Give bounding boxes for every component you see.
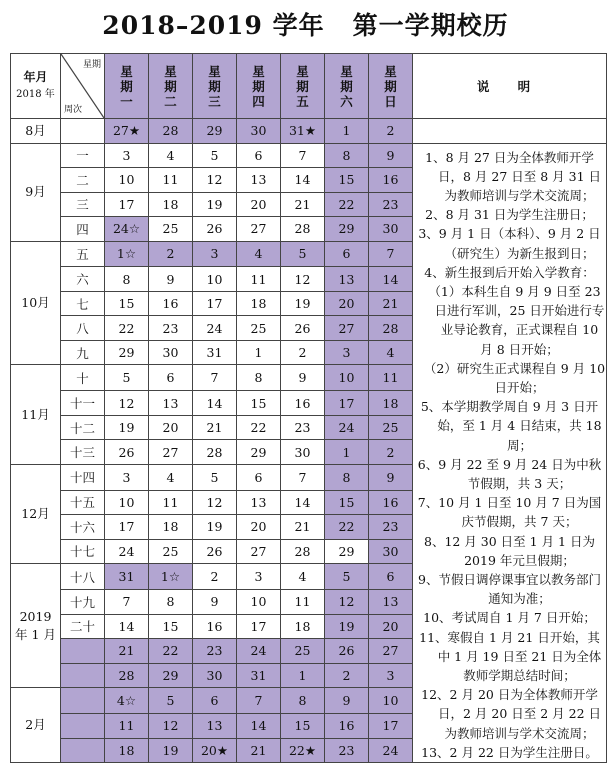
title-year: 2018–2019 学年 [102, 11, 325, 40]
day-cell: 7 [105, 590, 149, 615]
day-header-3: 星 期 三 [193, 54, 237, 119]
note-item: 1、8 月 27 日为全体教师开学日，8 月 27 日至 8 月 31 日为教师培训与学术交流周； [425, 149, 602, 203]
notes-header: 说 明 [413, 54, 607, 119]
day-cell: 18 [149, 515, 193, 540]
day-cell: 3 [193, 241, 237, 267]
week-number: 十五 [61, 490, 105, 515]
day-header-5: 星 期 五 [281, 54, 325, 119]
week-number: 二 [61, 168, 105, 193]
week-corner-label: 周次 [64, 105, 83, 115]
week-number: 十九 [61, 590, 105, 615]
day-cell: 31 [237, 663, 281, 688]
day-cell: 17 [193, 291, 237, 316]
day-cell: 28 [105, 663, 149, 688]
day-cell: 21 [369, 291, 413, 316]
day-cell: 17 [105, 192, 149, 217]
week-number: 十八 [61, 564, 105, 590]
day-cell: 13 [325, 267, 369, 292]
day-cell: 7 [369, 241, 413, 267]
school-calendar-table [10, 53, 607, 763]
day-cell: 10 [325, 365, 369, 391]
week-row [11, 143, 607, 168]
day-cell: 22★ [281, 738, 325, 763]
day-cell: 27 [369, 639, 413, 664]
day-cell: 6 [193, 688, 237, 714]
day-cell: 15 [281, 714, 325, 739]
day-cell: 18 [105, 738, 149, 763]
day-cell: 9 [325, 688, 369, 714]
day-cell: 26 [281, 316, 325, 341]
day-cell: 11 [281, 590, 325, 615]
day-cell: 20★ [193, 738, 237, 763]
week-number: 九 [61, 340, 105, 365]
day-cell: 6 [325, 241, 369, 267]
day-cell: 28 [149, 119, 193, 144]
day-cell: 3 [105, 464, 149, 490]
day-cell: 14 [237, 714, 281, 739]
day-cell: 4☆ [105, 688, 149, 714]
day-cell: 20 [325, 291, 369, 316]
day-cell: 17 [105, 515, 149, 540]
day-cell: 12 [105, 391, 149, 416]
day-cell: 7 [193, 365, 237, 391]
day-cell: 30 [281, 440, 325, 465]
note-subitem: （2）研究生正式课程自 9 月 10 日开始； [423, 360, 606, 395]
day-cell: 16 [325, 714, 369, 739]
day-cell: 21 [281, 515, 325, 540]
week-number: 五 [61, 241, 105, 267]
day-cell: 1 [281, 663, 325, 688]
day-cell: 24 [237, 639, 281, 664]
title-term: 第一学期校历 [352, 11, 509, 40]
day-cell: 11 [149, 168, 193, 193]
day-cell: 5 [149, 688, 193, 714]
day-cell: 25 [281, 639, 325, 664]
day-cell: 8 [281, 688, 325, 714]
day-cell: 15 [149, 614, 193, 639]
day-cell: 2 [193, 564, 237, 590]
day-cell: 9 [281, 365, 325, 391]
note-item: 2、8 月 31 日为学生注册日； [425, 207, 594, 223]
day-cell: 16 [369, 168, 413, 193]
day-cell: 19 [281, 291, 325, 316]
day-cell: 27 [237, 217, 281, 242]
day-cell: 29 [237, 440, 281, 465]
day-cell: 1☆ [149, 564, 193, 590]
day-cell: 5 [325, 564, 369, 590]
weekday-week-corner [61, 54, 105, 119]
week-row [11, 119, 607, 144]
day-cell: 6 [237, 464, 281, 490]
day-cell: 8 [237, 365, 281, 391]
day-cell: 30 [369, 217, 413, 242]
day-cell: 22 [237, 415, 281, 440]
day-cell: 13 [149, 391, 193, 416]
day-cell: 1 [325, 119, 369, 144]
week-number: 十一 [61, 391, 105, 416]
week-number: 八 [61, 316, 105, 341]
day-cell: 10 [105, 490, 149, 515]
day-cell: 4 [237, 241, 281, 267]
month-cell [11, 564, 61, 688]
day-cell: 20 [237, 515, 281, 540]
day-cell: 8 [325, 143, 369, 168]
day-cell: 19 [193, 192, 237, 217]
day-cell: 27★ [105, 119, 149, 144]
week-number [61, 714, 105, 739]
day-cell: 16 [193, 614, 237, 639]
note-item: 6、9 月 22 至 9 月 24 日为中秋节假期，共 3 天； [417, 456, 602, 491]
day-cell: 30 [369, 539, 413, 564]
day-cell: 27 [149, 440, 193, 465]
note-item: 4、新生报到后开始入学教育： [424, 264, 595, 280]
day-cell: 31★ [281, 119, 325, 144]
day-cell: 29 [105, 340, 149, 365]
day-cell: 15 [325, 168, 369, 193]
day-cell: 9 [149, 267, 193, 292]
day-cell: 8 [325, 464, 369, 490]
day-cell: 11 [237, 267, 281, 292]
day-cell: 27 [325, 316, 369, 341]
month-label: 8月 [25, 122, 46, 138]
day-cell: 11 [149, 490, 193, 515]
notes-panel [413, 143, 607, 763]
day-cell: 20 [237, 192, 281, 217]
day-cell: 2 [281, 340, 325, 365]
day-cell: 6 [369, 564, 413, 590]
day-cell: 23 [325, 738, 369, 763]
day-cell: 2 [149, 241, 193, 267]
day-cell: 9 [193, 590, 237, 615]
day-cell: 25 [369, 415, 413, 440]
day-cell: 18 [369, 391, 413, 416]
day-cell: 14 [281, 490, 325, 515]
weekday-corner-label: 星期 [82, 60, 101, 70]
month-label: 2月 [25, 717, 46, 733]
day-cell: 7 [237, 688, 281, 714]
week-number: 十七 [61, 539, 105, 564]
notes-blank [413, 119, 607, 144]
note-item: 9、节假日调停课事宜以教务部门通知为准； [418, 571, 601, 607]
day-cell: 3 [325, 340, 369, 365]
day-cell: 13 [369, 590, 413, 615]
day-cell: 5 [193, 464, 237, 490]
day-cell: 14 [281, 168, 325, 193]
note-item: 5、本学期教学周自 9 月 3 日开始，至 1 月 4 日结束，共 18 周； [420, 399, 602, 453]
day-cell: 9 [369, 464, 413, 490]
note-item: 7、10 月 1 日至 10 月 7 日为国庆节假期，共 7 天； [417, 495, 602, 530]
day-cell: 25 [237, 316, 281, 341]
day-cell: 12 [193, 168, 237, 193]
note-item: 11、寒假自 1 月 21 日开始，其中 1 月 19 日至 21 日为全体教师学期总结时间； [419, 629, 602, 683]
note-item: 10、考试周自 1 月 7 日开始； [423, 610, 596, 626]
month-label: 11月 [21, 406, 50, 422]
day-cell: 4 [281, 564, 325, 590]
day-cell: 20 [149, 415, 193, 440]
month-cell [11, 365, 61, 464]
day-cell: 8 [105, 267, 149, 292]
day-cell: 9 [369, 143, 413, 168]
day-cell: 29 [149, 663, 193, 688]
day-cell: 2 [369, 440, 413, 465]
day-cell: 24 [325, 415, 369, 440]
day-cell: 16 [281, 391, 325, 416]
day-cell: 12 [281, 267, 325, 292]
week-number: 十六 [61, 515, 105, 540]
day-cell: 22 [105, 316, 149, 341]
note-item: 13、2 月 22 日为学生注册日。 [421, 744, 598, 760]
day-cell: 21 [281, 192, 325, 217]
month-label: 9月 [25, 184, 46, 199]
day-cell: 2 [369, 119, 413, 144]
day-cell: 21 [237, 738, 281, 763]
day-cell: 24 [193, 316, 237, 341]
month-label: 年 1 月 [15, 626, 56, 642]
day-cell: 17 [369, 714, 413, 739]
day-cell: 10 [237, 590, 281, 615]
month-label: 10月 [21, 294, 50, 310]
day-cell: 1☆ [105, 241, 149, 267]
day-cell: 11 [105, 714, 149, 739]
day-cell: 3 [105, 143, 149, 168]
day-cell: 23 [193, 639, 237, 664]
month-cell [11, 688, 61, 763]
week-number: 十四 [61, 464, 105, 490]
day-cell: 23 [149, 316, 193, 341]
day-cell: 29 [193, 119, 237, 144]
note-item: 3、9 月 1 日（本科）、9 月 2 日（研究生）为新生报到日； [418, 226, 601, 261]
day-cell: 13 [237, 490, 281, 515]
month-label: 12月 [21, 505, 50, 521]
week-number: 十 [61, 365, 105, 391]
day-cell: 19 [105, 415, 149, 440]
day-cell: 18 [149, 192, 193, 217]
day-cell: 6 [237, 143, 281, 168]
week-number [61, 119, 105, 144]
day-cell: 15 [237, 391, 281, 416]
day-cell: 19 [325, 614, 369, 639]
day-cell: 5 [193, 143, 237, 168]
note-item: 12、2 月 20 日为全体教师开学日，2 月 20 日至 2 月 22 日为教师培训与学术交流周； [421, 687, 602, 741]
year-month-header [11, 54, 61, 119]
day-cell: 22 [149, 639, 193, 664]
week-number: 二十 [61, 614, 105, 639]
week-number: 一 [61, 143, 105, 168]
day-cell: 14 [193, 391, 237, 416]
notes-list [413, 144, 606, 763]
day-cell: 1 [325, 440, 369, 465]
day-cell: 13 [237, 168, 281, 193]
day-cell: 15 [105, 291, 149, 316]
header-row [11, 54, 607, 119]
day-cell: 10 [193, 267, 237, 292]
day-header-4: 星 期 四 [237, 54, 281, 119]
day-cell: 22 [325, 192, 369, 217]
day-cell: 28 [193, 440, 237, 465]
day-cell: 3 [237, 564, 281, 590]
day-cell: 14 [369, 267, 413, 292]
day-cell: 31 [105, 564, 149, 590]
day-cell: 10 [105, 168, 149, 193]
year-label: 2018 年 [16, 89, 55, 100]
day-header-2: 星 期 二 [149, 54, 193, 119]
day-cell: 5 [281, 241, 325, 267]
day-cell: 18 [281, 614, 325, 639]
day-cell: 21 [193, 415, 237, 440]
day-cell: 24☆ [105, 217, 149, 242]
day-cell: 29 [325, 539, 369, 564]
day-cell: 3 [369, 663, 413, 688]
day-cell: 15 [325, 490, 369, 515]
day-cell: 24 [105, 539, 149, 564]
day-cell: 7 [281, 143, 325, 168]
week-number: 十三 [61, 440, 105, 465]
week-number [61, 639, 105, 664]
month-cell [11, 143, 61, 241]
day-cell: 16 [149, 291, 193, 316]
day-cell: 30 [237, 119, 281, 144]
week-number: 三 [61, 192, 105, 217]
note-item: 8、12 月 30 日至 1 月 1 日为 2019 年元旦假期； [424, 533, 595, 568]
day-cell: 29 [325, 217, 369, 242]
day-cell: 31 [193, 340, 237, 365]
day-cell: 19 [149, 738, 193, 763]
day-cell: 30 [149, 340, 193, 365]
day-cell: 19 [193, 515, 237, 540]
day-cell: 24 [369, 738, 413, 763]
day-cell: 4 [149, 464, 193, 490]
week-number: 六 [61, 267, 105, 292]
day-cell: 28 [281, 217, 325, 242]
day-cell: 2 [325, 663, 369, 688]
day-cell: 5 [105, 365, 149, 391]
day-cell: 25 [149, 539, 193, 564]
day-cell: 11 [369, 365, 413, 391]
day-cell: 27 [237, 539, 281, 564]
day-cell: 4 [149, 143, 193, 168]
day-cell: 22 [325, 515, 369, 540]
day-cell: 8 [149, 590, 193, 615]
week-number [61, 738, 105, 763]
day-cell: 28 [369, 316, 413, 341]
day-cell: 26 [105, 440, 149, 465]
day-cell: 26 [193, 217, 237, 242]
week-number: 四 [61, 217, 105, 242]
day-cell: 23 [369, 515, 413, 540]
week-number [61, 688, 105, 714]
day-header-1: 星 期 一 [105, 54, 149, 119]
day-cell: 17 [325, 391, 369, 416]
day-cell: 14 [105, 614, 149, 639]
week-number: 七 [61, 291, 105, 316]
day-cell: 1 [237, 340, 281, 365]
day-cell: 6 [149, 365, 193, 391]
day-cell: 20 [369, 614, 413, 639]
day-cell: 7 [281, 464, 325, 490]
day-cell: 17 [237, 614, 281, 639]
day-cell: 25 [149, 217, 193, 242]
month-label: 2019 [19, 608, 52, 624]
week-number: 十二 [61, 415, 105, 440]
day-cell: 4 [369, 340, 413, 365]
day-cell: 30 [193, 663, 237, 688]
day-cell: 18 [237, 291, 281, 316]
day-cell: 26 [193, 539, 237, 564]
day-cell: 10 [369, 688, 413, 714]
month-cell [11, 119, 61, 144]
day-cell: 26 [325, 639, 369, 664]
day-cell: 13 [193, 714, 237, 739]
month-cell [11, 464, 61, 563]
calendar-title [0, 6, 611, 42]
month-cell [11, 241, 61, 365]
day-cell: 12 [325, 590, 369, 615]
day-cell: 23 [281, 415, 325, 440]
day-cell: 16 [369, 490, 413, 515]
day-cell: 28 [281, 539, 325, 564]
week-number [61, 663, 105, 688]
day-cell: 12 [149, 714, 193, 739]
day-header-6: 星 期 六 [325, 54, 369, 119]
day-cell: 12 [193, 490, 237, 515]
day-header-7: 星 期 日 [369, 54, 413, 119]
note-subitem: （1）本科生自 9 月 9 日至 23 日进行军训，25 日开始进行专业导论教育，正式课程自 10 月 8 日开始； [428, 283, 605, 357]
day-cell: 21 [105, 639, 149, 664]
day-cell: 23 [369, 192, 413, 217]
year-month-label: 年月 [23, 70, 48, 84]
